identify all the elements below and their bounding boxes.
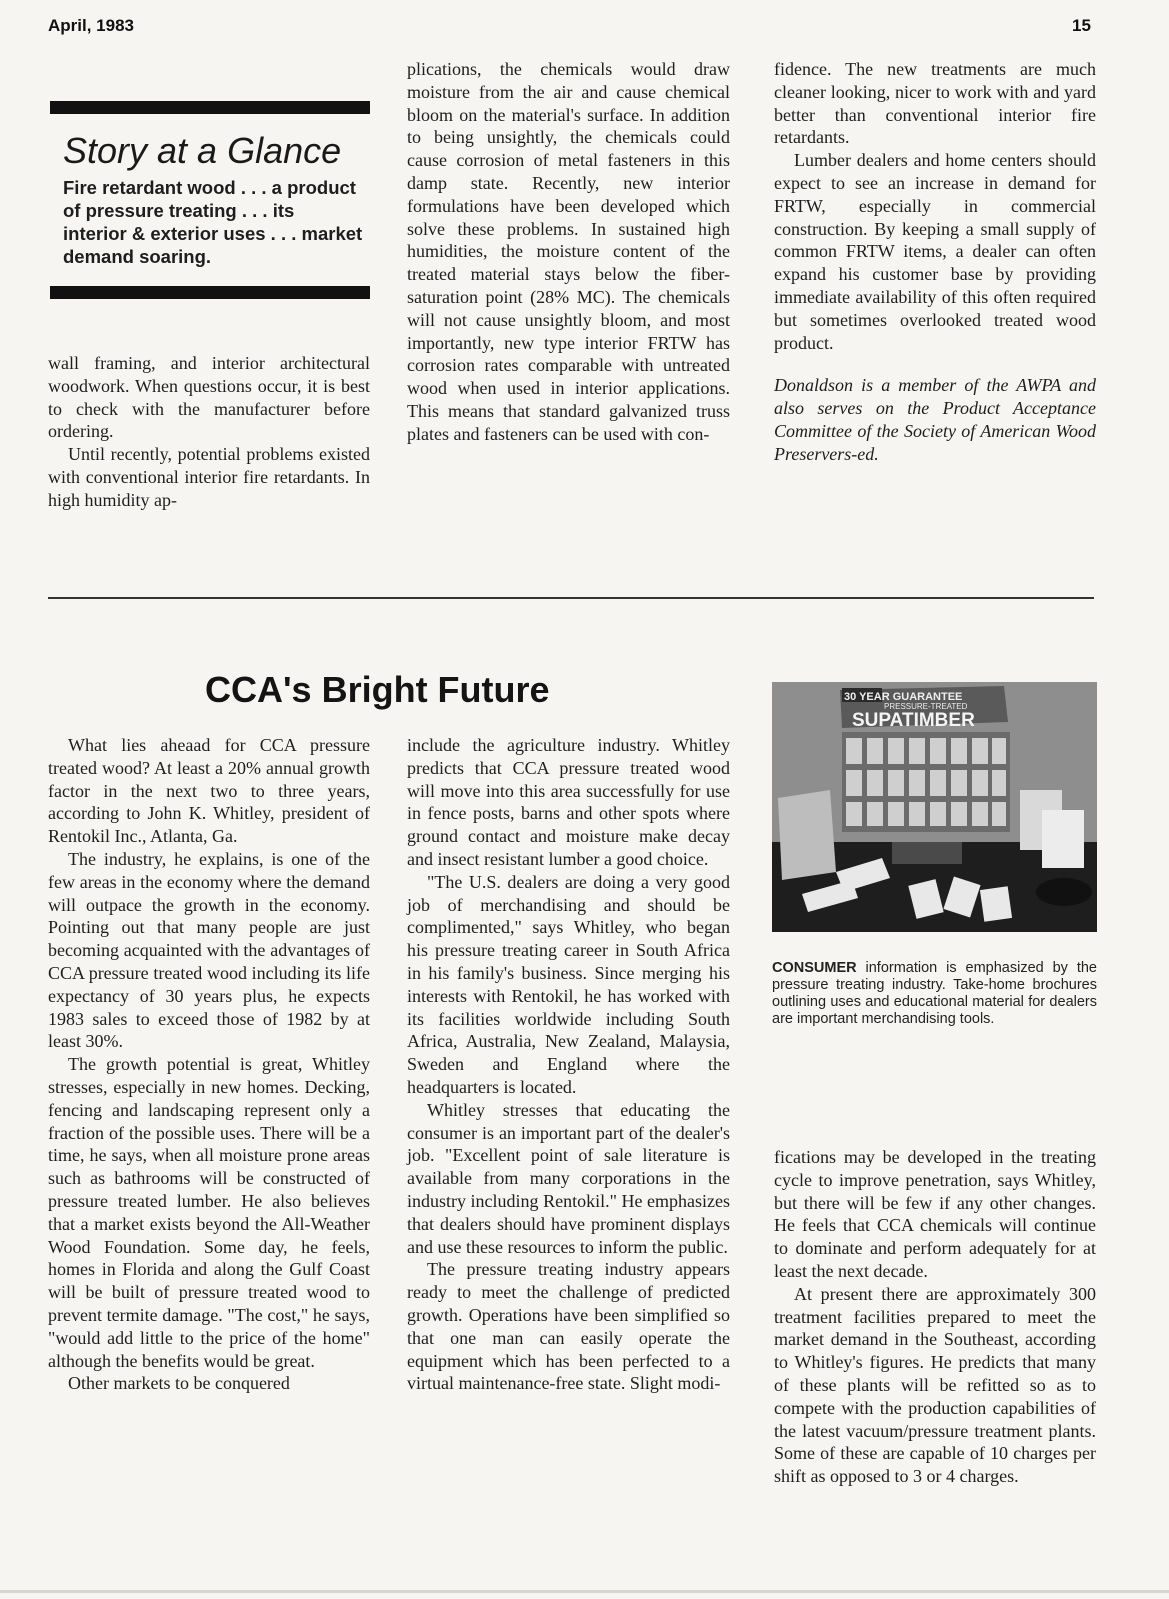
paragraph: Lumber dealers and home centers should expect to see an increase in demand for FRTW, especially in commercial construction. By keeping a small supply of common FRTW items, a dealer can often expand his customer base by providing immediate availability of this often required but sometimes overlooked treated wood product. bbox=[774, 150, 1096, 353]
paragraph: The growth potential is great, Whitley stresses, especially in new homes. Decking, fencing and landscaping represent only a fraction of the possible uses. There will be a time, he says, when all moisture prone areas such as bathrooms will be constructed of pressure treated lumber. He also believes that a market exists beyond the All-Weather Wood Foundation. Some day, he feels, homes in Florida and along the Gulf Coast will be built of pressure treated wood to prevent termite damage. "The cost," he says, "would add little to the price of the home" although the benefits would be great. bbox=[48, 1054, 370, 1371]
paragraph: plications, the chemicals would draw moisture from the air and cause chemical bloom on the material's surface. In addition to being unsightly, the chemicals could cause corrosion of metal fasteners in this damp state. Recently, new interior formulations have been developed which solve these problems. In sustained high humidities, the moisture content of the treated material stays below the fiber-saturation point (28% MC). The chemicals will not cause unsightly bloom, and most importantly, new type interior FRTW has corrosion rates comparable with untreated wood when used in interior applications. This means that standard galvanized truss plates and fasteners can be used with con- bbox=[407, 59, 730, 444]
paragraph: fications may be developed in the treating cycle to improve penetration, says Whitley, but there will be few if any other changes. He feels that CCA chemicals will continue to dominate and perform adequately for at least the next decade. bbox=[774, 1147, 1096, 1281]
article1-column-2 bbox=[407, 58, 730, 446]
sign-brand-text: SUPATIMBER bbox=[852, 710, 975, 731]
photo-caption bbox=[772, 960, 1097, 1028]
display-illustration bbox=[772, 682, 1097, 932]
article1-column-3 bbox=[774, 58, 1096, 466]
paragraph: The industry, he explains, is one of the few areas in the economy where the demand will outpace the growth in the economy. Pointing out that many people are just becoming acquainted with the advantages of CCA pressure treated wood including its life expectancy of 30 years plus, he expects 1983 sales to exceed those of 1982 by at least 30%. bbox=[48, 848, 370, 1052]
article-title: CCA's Bright Future bbox=[205, 669, 550, 710]
glance-top-bar bbox=[50, 101, 370, 114]
paragraph: Until recently, potential problems existed with conventional interior fire retardants. In high humidity ap- bbox=[48, 444, 370, 510]
sign-guarantee-text: 30 YEAR GUARANTEE bbox=[844, 691, 963, 703]
paragraph: include the agriculture industry. Whitley predicts that CCA pressure treated wood will move into this area successfully for use in fence posts, barns and other spots where ground contact and moisture make decay and insect resistant lumber a good choice. bbox=[407, 735, 730, 869]
glance-title: Story at a Glance bbox=[63, 130, 342, 171]
supatimber-display-photo bbox=[772, 682, 1097, 932]
article1-column-1 bbox=[48, 352, 370, 512]
issue-date: April, 1983 bbox=[48, 16, 134, 35]
paragraph: wall framing, and interior architectural woodwork. When questions occur, it is best to check with the manufacturer before ordering. bbox=[48, 353, 370, 442]
paragraph: Whitley stresses that educating the consumer is an important part of the dealer's job. "Excellent point of sale literature is available from many corporations in the industry including Rentokil." He emphasizes that dealers should have prominent displays and use these resources to inform the public. bbox=[407, 1099, 730, 1257]
story-at-a-glance-box bbox=[50, 101, 370, 299]
paragraph: "The U.S. dealers are doing a very good job of merchandising and should be complimented," says Whitley, who began his pressure treating career in South Africa in his family's business. Since merging his interests with Rentokil, he has worked with its facilities worldwide including South Africa, Australia, New Zealand, Malaysia, Sweden and England where the headquarters is located. bbox=[407, 871, 730, 1097]
glance-summary: Fire retardant wood . . . a product of pressure treating . . . its interior & exterior uses . . . market demand soaring. bbox=[63, 177, 363, 267]
caption-lead: CONSUMER bbox=[772, 960, 857, 976]
page-number: 15 bbox=[1072, 16, 1091, 35]
paragraph: At present there are approximately 300 treatment facilities prepared to meet the market demand in the Southeast, according to Whitley's figures. He predicts that many of these plants will be refitted so as to compete with the production capabilities of the latest vacuum/pressure treatment plants. Some of these are capable of 10 charges per shift as opposed to 3 or 4 charges. bbox=[774, 1283, 1096, 1487]
paragraph: The pressure treating industry appears ready to meet the challenge of predicted growth. Operations have been simplified so that one man can easily operate the equipment which has been perfected to a virtual maintenance-free state. Slight modi- bbox=[407, 1259, 730, 1394]
paragraph: What lies aheaad for CCA pressure treated wood? At least a 20% annual growth factor in the next two to three years, according to John K. Whitley, president of Rentokil Inc., Atlanta, Ga. bbox=[48, 735, 370, 847]
paragraph: Other markets to be conquered bbox=[68, 1373, 290, 1394]
paragraph: fidence. The new treatments are much cleaner looking, nicer to work with and yard better than conventional interior fire retardants. bbox=[774, 59, 1096, 148]
article2-column-2 bbox=[407, 734, 730, 1395]
section-divider bbox=[48, 597, 1094, 599]
glance-bottom-bar bbox=[50, 286, 370, 299]
author-byline: Donaldson is a member of the AWPA and also serves on the Product Acceptance Committee of the Society of American Wood Preservers-ed. bbox=[774, 375, 1096, 464]
page-bottom-edge bbox=[0, 1590, 1169, 1593]
article2-column-1 bbox=[48, 734, 370, 1395]
caption-text: information is emphasized by the pressure treating industry. Take-home brochures outlining uses and educational material for dealers are important merchandising tools. bbox=[772, 960, 1097, 1027]
article2-column-3 bbox=[774, 1146, 1096, 1488]
sign-subtitle-text: PRESSURE-TREATED bbox=[884, 702, 968, 711]
